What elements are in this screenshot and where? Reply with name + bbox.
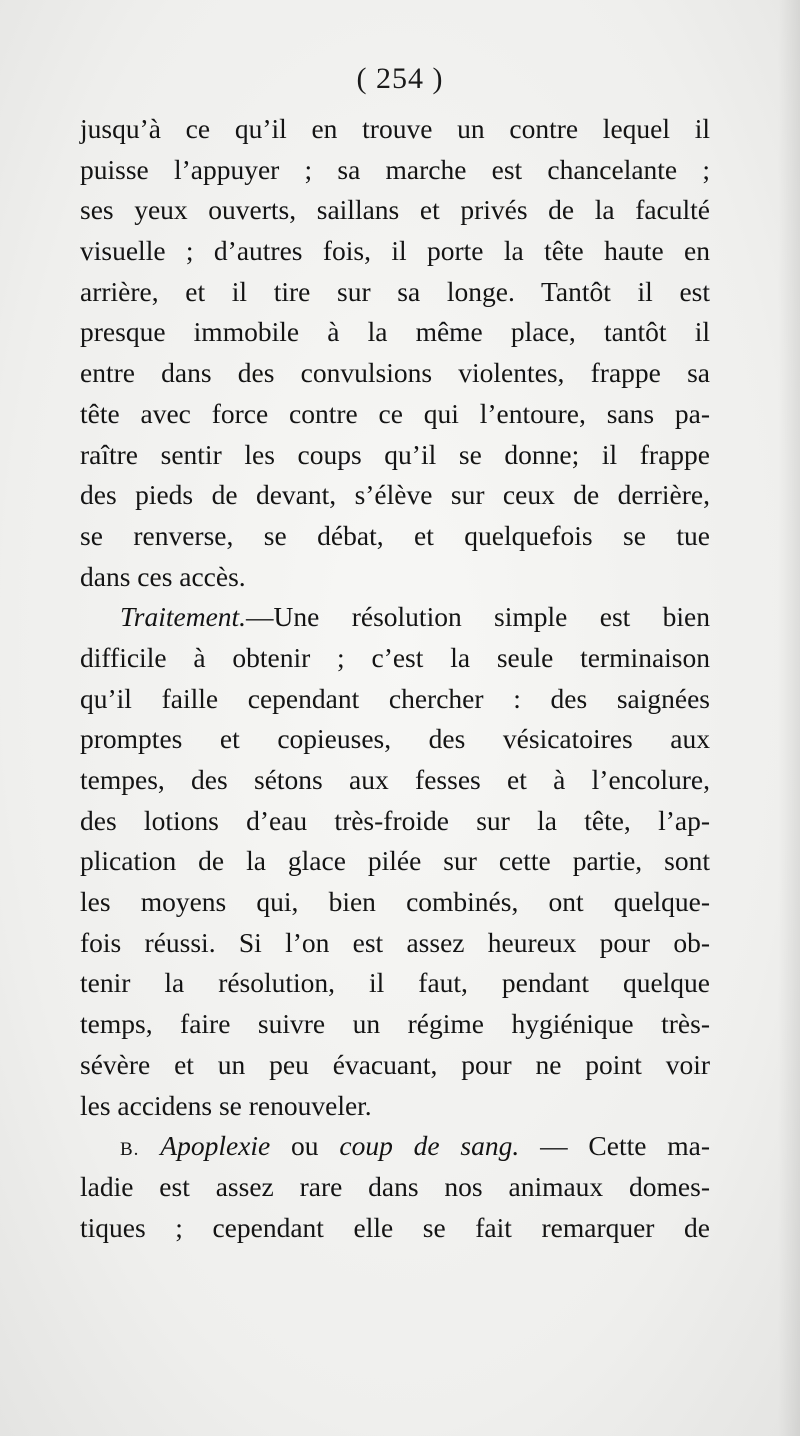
section-rest: — Cette ma- [540,1130,711,1162]
text-line: tête avec force contre ce qui l’entoure, sans pa- [80,397,710,429]
section-title-alt: coup de sang. [339,1130,520,1162]
text-line: plication de la glace pilée sur cette partie, sont [80,845,710,877]
text-line: qu’il faille cependant chercher : des saignées [80,682,710,714]
text-line: tiques ; cependant elle se fait remarquer de [80,1211,710,1243]
text-line: raître sentir les coups qu’il se donne; il frappe [80,438,710,470]
section-title: Apoplexie [160,1130,271,1162]
text-line: entre dans des convulsions violentes, frappe sa [80,357,710,389]
treatment-label: Traitement. [120,601,247,633]
text-line: difficile à obtenir ; c’est la seule terminaison [80,641,710,673]
text-line: tempes, des sétons aux fesses et à l’encolure, [80,764,710,795]
text-line: des lotions d’eau très-froide sur la tête, l’ap- [80,804,710,836]
text-line: dans ces accès. [80,560,246,592]
text-line: presque immobile à la même place, tantôt il [80,316,710,348]
text-line: les moyens qui, bien combinés, ont quelque- [80,886,710,918]
page-number: ( 254 ) [356,62,444,95]
section-b-heading [80,1126,710,1167]
text-line: ses yeux ouverts, saillans et privés de la faculté [80,194,710,226]
text-line: tenir la résolution, il faut, pendant quelque [80,967,710,999]
text-line: temps, faire suivre un régime hygiénique très- [80,1008,710,1040]
text-line: sévère et un peu évacuant, pour ne point voir [80,1048,710,1080]
body-text [80,109,710,1248]
treatment-paragraph-start [80,597,710,638]
text-line: se renverse, se débat, et quelquefois se tue [80,519,710,551]
page-shadow-edge [778,0,800,1436]
text-line: fois réussi. Si l’on est assez heureux pour ob- [80,926,710,958]
text-line: des pieds de devant, s’élève sur ceux de derrière, [80,479,710,511]
text-line: puisse l’appuyer ; sa marche est chancelante ; [80,153,710,185]
text-line: promptes et copieuses, des vésicatoires aux [80,723,710,755]
text-line: arrière, et il tire sur sa longe. Tantôt il est [80,275,710,307]
text-line-rest: —Une résolution simple est bien [246,601,710,633]
section-marker: B. [120,1139,140,1161]
text-line: ladie est assez rare dans nos animaux domes- [80,1170,710,1202]
text-line: visuelle ; d’autres fois, il porte la tête haute en [80,235,710,267]
section-connector: ou [291,1130,319,1162]
text-line: jusqu’à ce qu’il en trouve un contre lequel il [80,113,710,144]
text-line: les accidens se renouveler. [80,1089,372,1121]
